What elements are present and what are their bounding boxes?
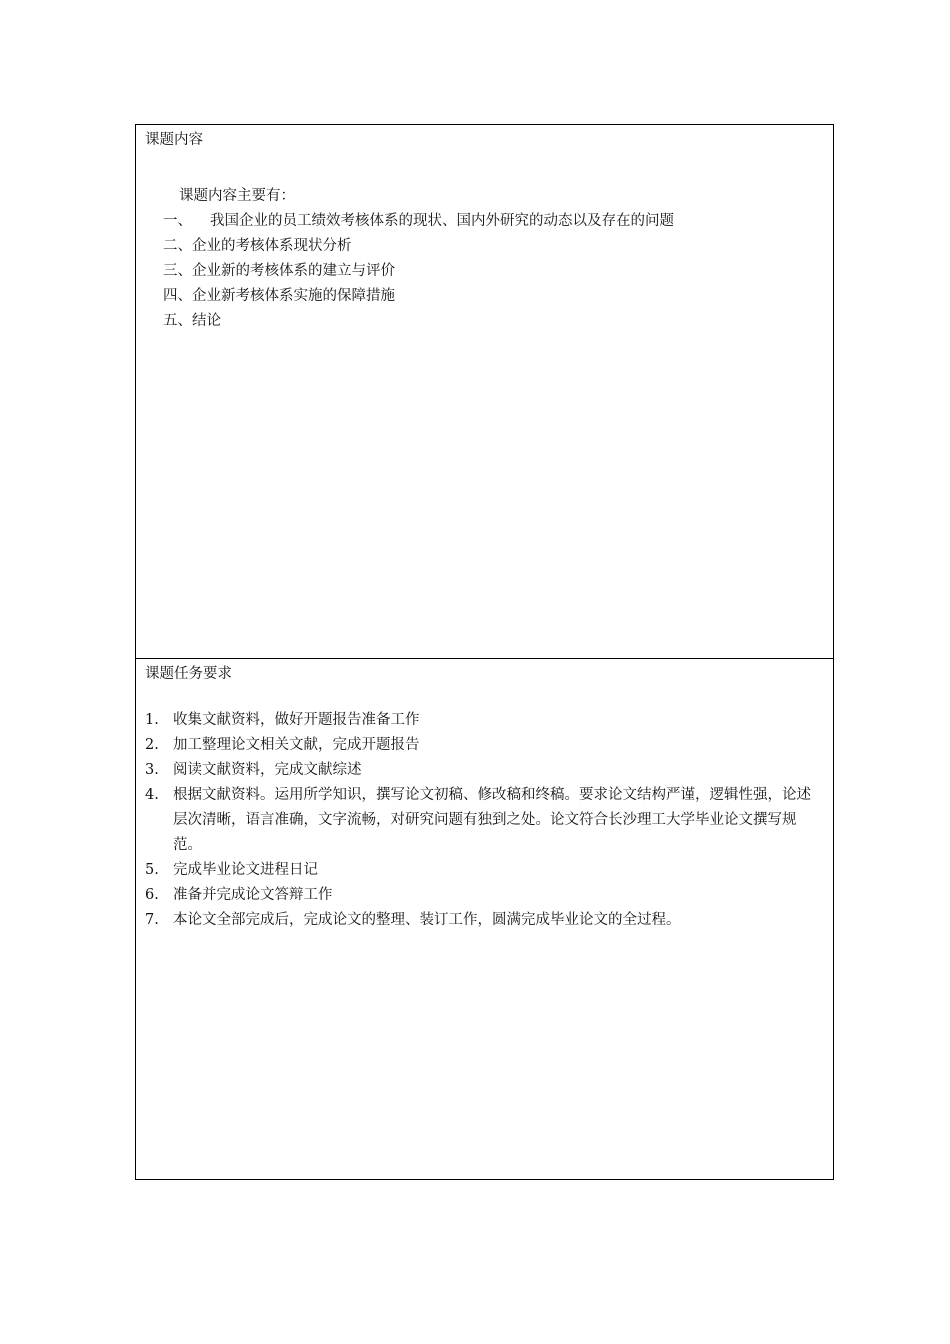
task-item-number: 1. bbox=[145, 712, 159, 728]
task-item-text: 收集文献资料，做好开题报告准备工作 bbox=[173, 712, 420, 728]
task-item-text: 加工整理论文相关文献，完成开题报告 bbox=[173, 737, 420, 753]
content-item-marker: 三、 bbox=[163, 263, 192, 279]
topic-content-label: 课题内容 bbox=[145, 132, 203, 148]
task-item bbox=[136, 883, 833, 908]
content-item-text: 企业新的考核体系的建立与评价 bbox=[192, 263, 395, 279]
task-item bbox=[136, 858, 833, 883]
topic-content-section bbox=[136, 125, 833, 659]
task-requirements-label: 课题任务要求 bbox=[145, 666, 232, 682]
task-item-text: 完成毕业论文进程日记 bbox=[173, 862, 318, 878]
content-item bbox=[136, 309, 833, 334]
content-item-marker: 二、 bbox=[163, 238, 192, 254]
content-item bbox=[136, 284, 833, 309]
content-item-marker: 一、 bbox=[163, 213, 192, 229]
task-item-number: 4. bbox=[145, 787, 159, 803]
form-table bbox=[135, 124, 834, 1180]
task-item-text: 准备并完成论文答辩工作 bbox=[173, 887, 333, 903]
task-item-number: 7. bbox=[145, 912, 159, 928]
task-item-number: 5. bbox=[145, 862, 159, 878]
task-item bbox=[136, 908, 833, 933]
content-item-marker: 四、 bbox=[163, 288, 192, 304]
topic-content-list bbox=[136, 184, 833, 334]
content-item-text: 企业新考核体系实施的保障措施 bbox=[192, 288, 395, 304]
task-item bbox=[136, 783, 833, 858]
task-item bbox=[136, 733, 833, 758]
task-item-text: 根据文献资料。运用所学知识，撰写论文初稿、修改稿和终稿。要求论文结构严谨，逻辑性强，论述层次清晰，语言准确，文字流畅，对研究问题有独到之处。论文符合长沙理工大学毕业论文撰写规范。 bbox=[173, 787, 811, 853]
content-item bbox=[136, 259, 833, 284]
content-item bbox=[136, 209, 833, 234]
task-item-number: 2. bbox=[145, 737, 159, 753]
content-item-text: 企业的考核体系现状分析 bbox=[192, 238, 352, 254]
task-requirements-section bbox=[136, 659, 833, 1179]
content-item-text: 我国企业的员工绩效考核体系的现状、国内外研究的动态以及存在的问题 bbox=[210, 213, 674, 229]
content-item-text: 结论 bbox=[192, 313, 221, 329]
task-requirements-list bbox=[136, 708, 833, 933]
task-item bbox=[136, 708, 833, 733]
task-item-number: 6. bbox=[145, 887, 159, 903]
content-item bbox=[136, 234, 833, 259]
task-item-text: 阅读文献资料，完成文献综述 bbox=[173, 762, 362, 778]
task-item bbox=[136, 758, 833, 783]
content-item-marker: 五、 bbox=[163, 313, 192, 329]
task-item-number: 3. bbox=[145, 762, 159, 778]
task-item-text: 本论文全部完成后，完成论文的整理、装订工作，圆满完成毕业论文的全过程。 bbox=[173, 912, 681, 928]
topic-content-intro: 课题内容主要有： bbox=[179, 188, 295, 204]
